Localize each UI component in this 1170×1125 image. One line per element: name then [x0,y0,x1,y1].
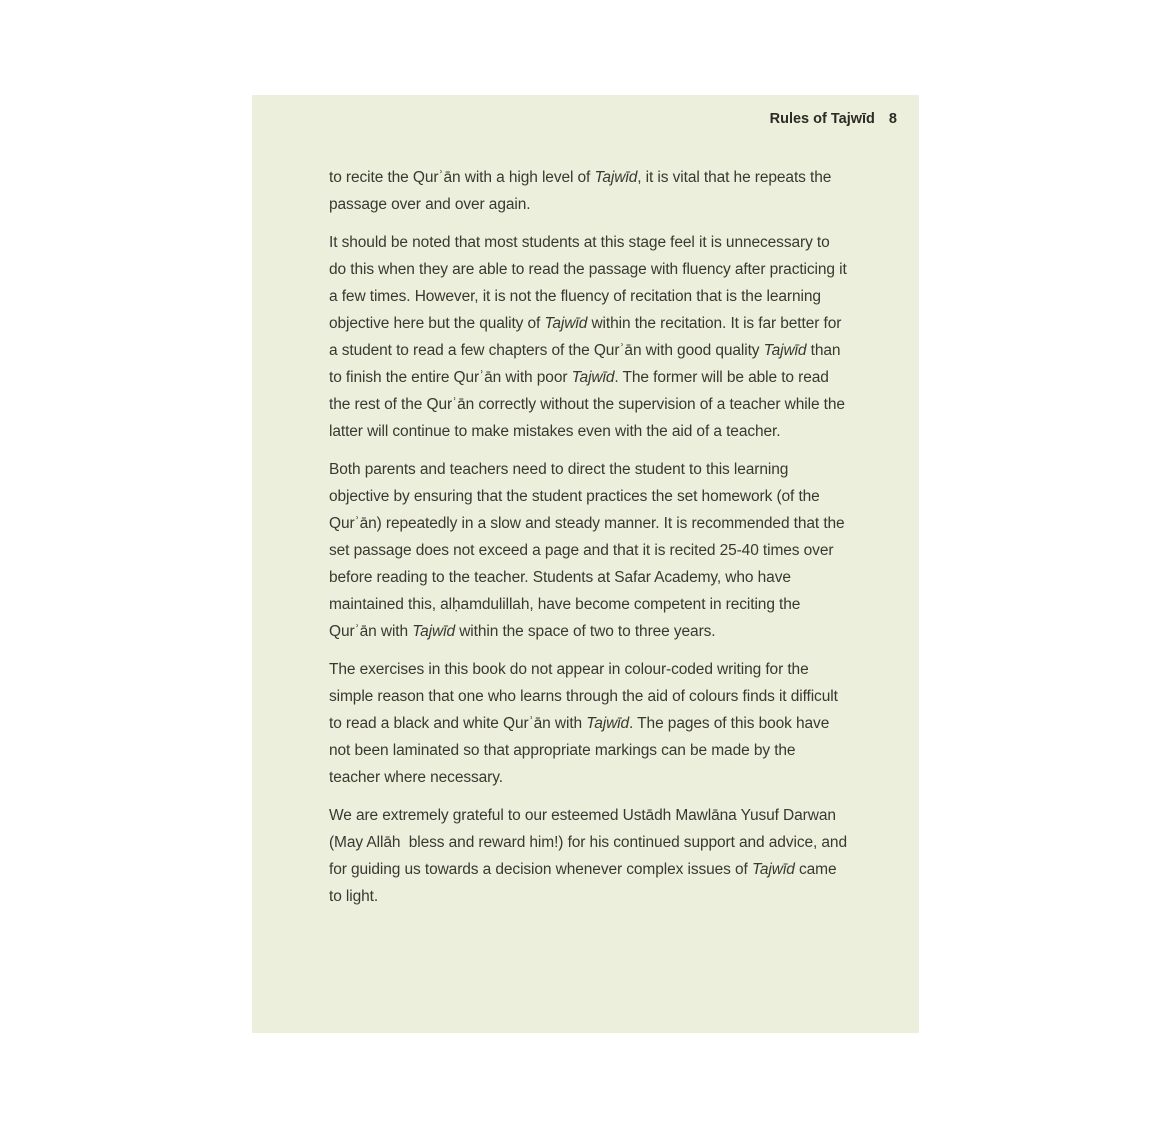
running-header [770,111,897,127]
text-segment: within the space of two to three years. [455,623,716,640]
text-segment: We are extremely grateful to our esteemed Ustādh Mawlāna Yusuf Darwan (May Allāh bless and reward him!) for his continued support and advice, and for guiding us towards a decision whenever complex issues of [329,807,847,878]
text-segment: . The former will be able to read the rest of the Qurʾān correctly without the supervision of a teacher while the latter will continue to make mistakes even with the aid of a teacher. [329,369,845,440]
italic-term: Tajwīd [594,169,638,186]
text-segment: came to light. [329,861,837,905]
text-segment: Both parents and teachers need to direct the student to this learning objective by ensuring that the student practices the set homework (of the Qurʾān) repeatedly in a slow and steady manner. It is recommended that the set passage does not exceed a page and that it is recited 25-40 times over before reading to the teacher. Students at Safar Academy, who have maintained this, alḥamdulillah, have become competent in reciting the Qurʾān with [329,461,845,640]
text-segment: The exercises in this book do not appear in colour-coded writing for the simple reason that one who learns through the aid of colours finds it difficult to read a black and white Qurʾān with [329,661,838,732]
header-title: Rules of Tajwīd [769,111,875,127]
text-segment: to recite the Qurʾān with a high level of [329,169,595,186]
text-segment: . The pages of this book have not been laminated so that appropriate markings can be made by the teacher where necessary. [329,715,830,786]
header-page-number: 8 [888,111,897,127]
italic-term: Tajwīd [412,623,455,640]
italic-term: Tajwīd [751,861,795,878]
book-page [252,95,919,1033]
paragraph [329,229,849,445]
text-segment: than to finish the entire Qurʾān with poor [329,342,841,386]
paragraph [329,656,849,791]
paragraph [329,802,849,910]
text-segment: within the recitation. It is far better for a student to read a few chapters of the Qurʾān with good quality [329,315,842,359]
italic-term: Tajwīd [763,342,807,359]
text-segment: It should be noted that most students at this stage feel it is unnecessary to do this when they are able to read the passage with fluency after practicing it a few times. However, it is not the fluency of recitation that is the learning objective here but the quality of [329,234,847,332]
text-segment: , it is vital that he repeats the passage over and over again. [329,169,832,213]
paragraph [329,456,849,645]
italic-term: Tajwīd [544,315,588,332]
italic-term: Tajwīd [571,369,615,386]
italic-term: Tajwīd [586,715,630,732]
text-block [329,164,849,921]
paragraph [329,164,849,218]
